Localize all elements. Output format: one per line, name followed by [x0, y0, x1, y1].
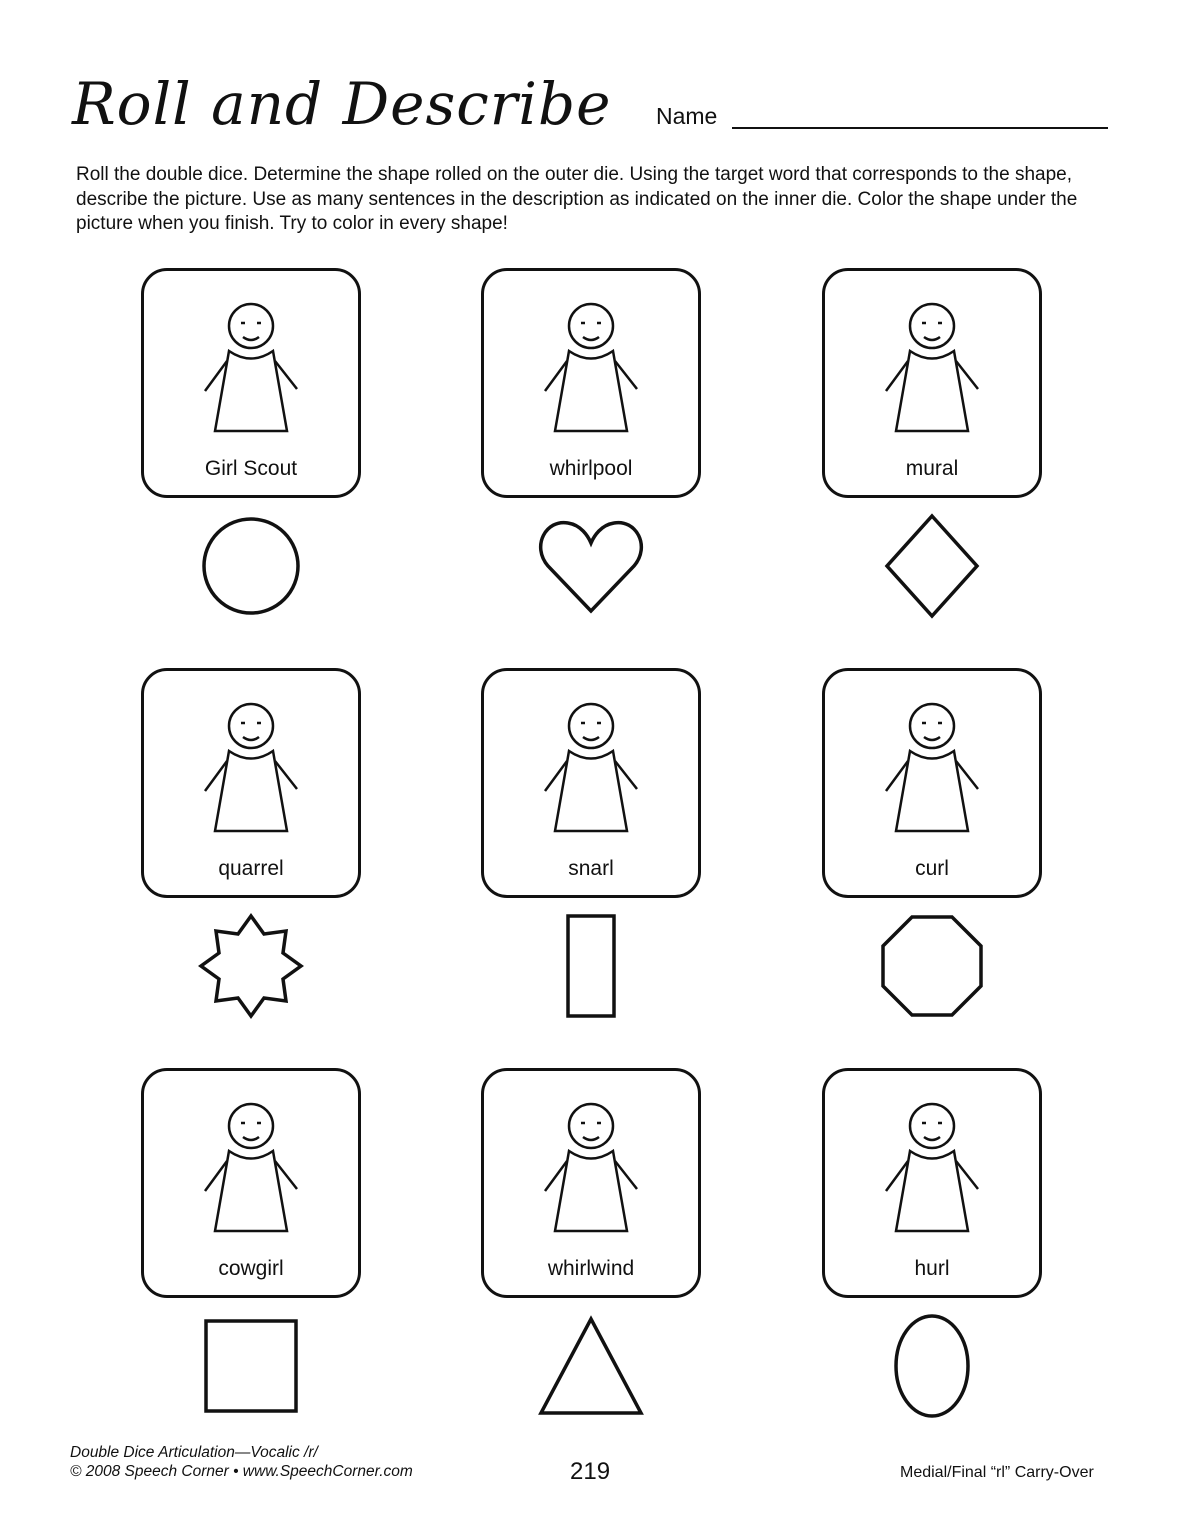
circle-shape-icon[interactable] [196, 511, 306, 621]
page-number: 219 [570, 1458, 611, 1485]
footer-target: Medial/Final “rl” Carry-Over [900, 1464, 1094, 1481]
picture-card [481, 268, 701, 498]
page-title: Roll and Describe [72, 70, 612, 138]
picture-illustration [850, 1081, 1015, 1246]
target-word: whirlwind [547, 1257, 635, 1280]
triangle-shape-icon[interactable] [536, 1311, 646, 1421]
target-word: Girl Scout [204, 457, 298, 480]
target-word: snarl [568, 857, 614, 880]
picture-illustration [509, 281, 674, 446]
footer-credits [70, 1443, 413, 1481]
name-label: Name [656, 103, 718, 129]
heart-shape-icon[interactable] [536, 511, 646, 621]
square-shape-icon[interactable] [196, 1311, 306, 1421]
oval-shape-icon[interactable] [877, 1311, 987, 1421]
picture-card [822, 668, 1042, 898]
picture-card [822, 268, 1042, 498]
picture-illustration [169, 681, 334, 846]
instructions: Roll the double dice. Determine the shape rolled on the outer die. Using the target word that corresponds to the shape, describe the picture. Use as many sentences in the description as indicated on the inner die. Color the shape under the picture when you finish. Try to color in every shape! [76, 164, 1078, 234]
picture-illustration [509, 1081, 674, 1246]
name-field[interactable] [732, 127, 1108, 129]
footer-series: Double Dice Articulation—Vocalic /r/ [70, 1444, 318, 1461]
picture-illustration [850, 681, 1015, 846]
picture-card [822, 1068, 1042, 1298]
picture-card [481, 1068, 701, 1298]
footer-copyright: © 2008 Speech Corner • www.SpeechCorner.com [70, 1463, 413, 1480]
picture-card [141, 1068, 361, 1298]
picture-illustration [169, 1081, 334, 1246]
target-word: quarrel [218, 857, 284, 880]
target-word: curl [915, 857, 949, 880]
picture-illustration [850, 281, 1015, 446]
target-word: mural [905, 457, 959, 480]
rectangle-shape-icon[interactable] [536, 911, 646, 1021]
star-8-shape-icon[interactable] [196, 911, 306, 1021]
picture-card [481, 668, 701, 898]
octagon-shape-icon[interactable] [877, 911, 987, 1021]
target-word: cowgirl [218, 1257, 284, 1280]
diamond-shape-icon[interactable] [877, 511, 987, 621]
target-word: hurl [914, 1257, 950, 1280]
picture-card [141, 668, 361, 898]
picture-card [141, 268, 361, 498]
picture-illustration [509, 681, 674, 846]
target-word: whirlpool [549, 457, 633, 480]
picture-illustration [169, 281, 334, 446]
